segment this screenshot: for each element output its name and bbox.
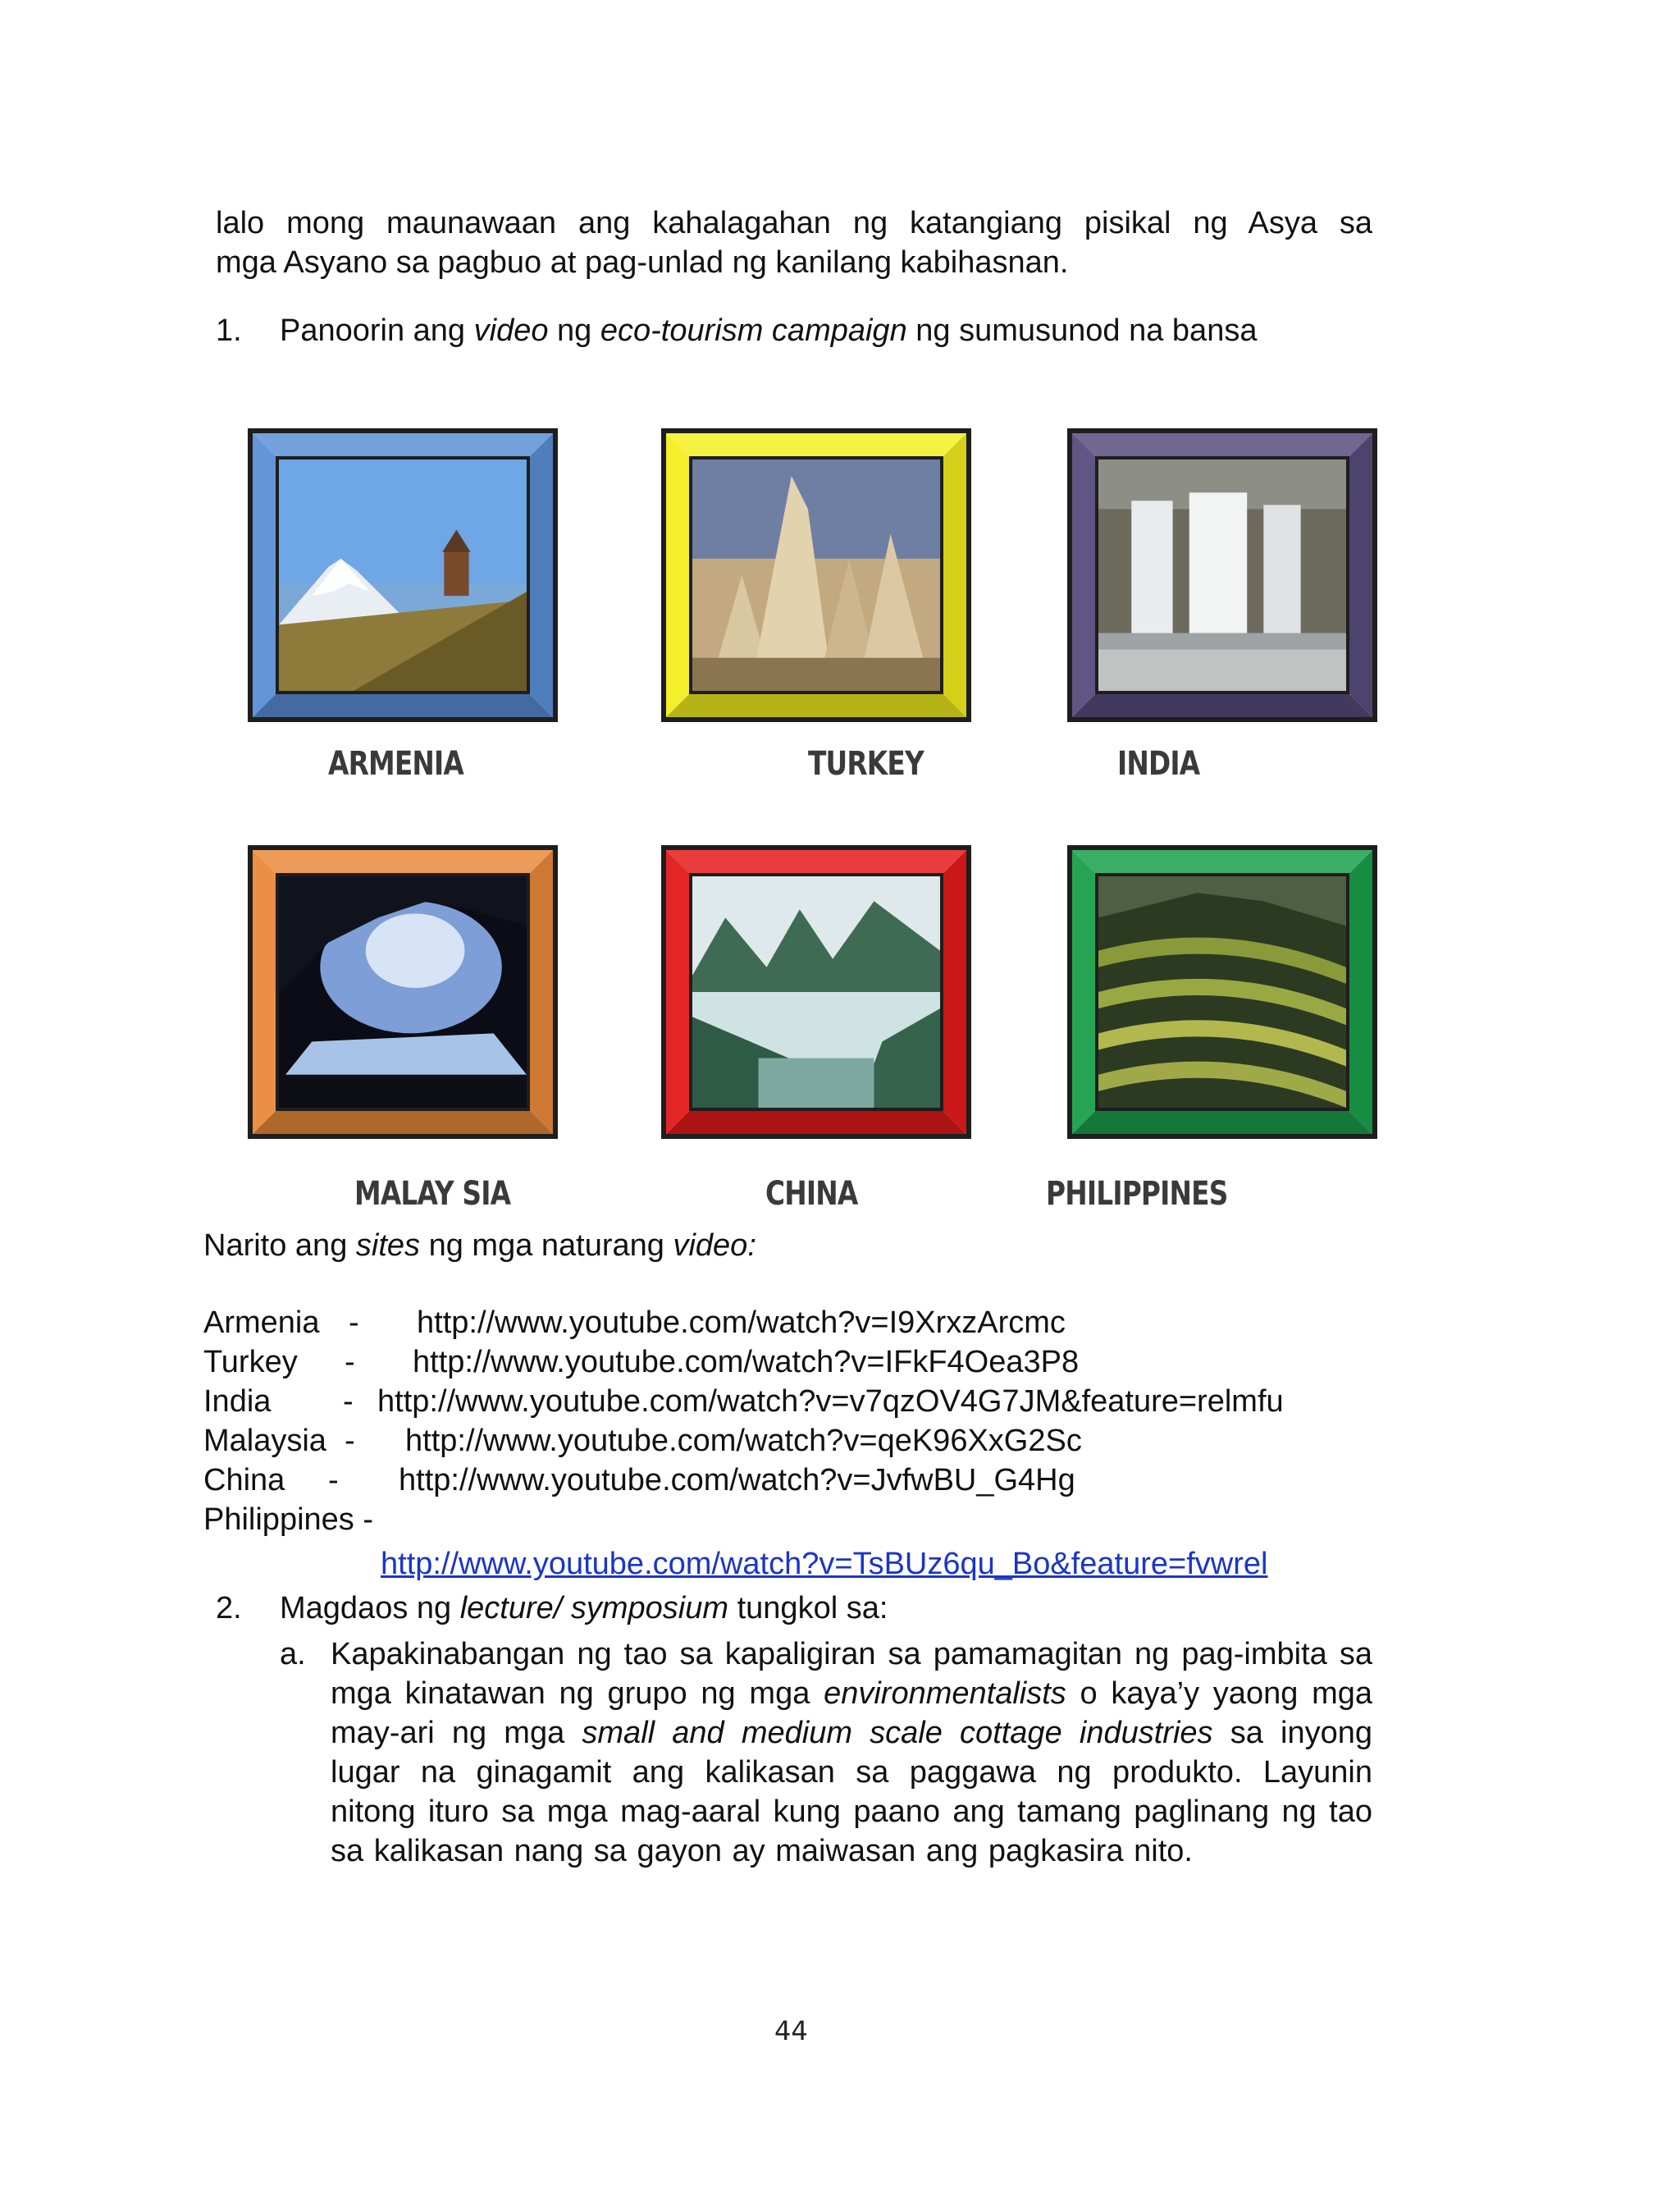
picture-frame-philippines bbox=[1067, 845, 1377, 1139]
item-1-number: 1. bbox=[216, 313, 242, 348]
landscape-photo-india bbox=[1095, 456, 1349, 694]
caption-philippines: PHILIPPINES bbox=[1046, 1175, 1228, 1213]
site-country: Turkey bbox=[203, 1345, 298, 1379]
item-2-text-a: Magdaos ng bbox=[280, 1591, 460, 1625]
item-2a-paragraph bbox=[331, 1634, 1372, 1871]
caption-armenia: ARMENIA bbox=[328, 745, 463, 783]
site-row-philippines bbox=[203, 1500, 373, 1539]
landscape-image bbox=[1098, 459, 1346, 691]
item-2a-p1: Kapakinabangan ng tao sa kapaligiran sa pamamagitan ng pag-imbita sa mga kinatawan ng grupo ng mga bbox=[331, 1637, 1372, 1711]
site-url-malaysia[interactable]: http://www.youtube.com/watch?v=qeK96XxG2Sc bbox=[405, 1424, 1082, 1458]
item-1-text-b: video bbox=[473, 313, 549, 348]
item-2a-p4: small and medium scale cottage industries bbox=[582, 1716, 1213, 1750]
item-1-text bbox=[280, 311, 1257, 350]
site-dash: - bbox=[345, 1345, 355, 1379]
landscape-photo-china bbox=[689, 873, 943, 1111]
item-2-text-c: tungkol sa: bbox=[728, 1591, 888, 1625]
item-2a-p2: environmentalists bbox=[824, 1676, 1066, 1711]
landscape-image bbox=[1098, 876, 1346, 1108]
picture-frame-india bbox=[1067, 428, 1377, 722]
site-dash: - bbox=[363, 1502, 374, 1537]
item-2-text bbox=[280, 1589, 888, 1628]
intro-line-1: lalo mong maunawaan ang kahalagahan ng katangiang pisikal ng Asya sa bbox=[216, 206, 1372, 240]
site-row-armenia bbox=[203, 1303, 320, 1342]
site-row-turkey bbox=[203, 1342, 298, 1382]
site-url-philippines[interactable]: http://www.youtube.com/watch?v=TsBUz6qu_Bo&feature=fvwrel bbox=[381, 1547, 1268, 1581]
item-2-text-b: lecture/ symposium bbox=[459, 1591, 729, 1625]
picture-frame-armenia bbox=[248, 428, 558, 722]
intro-line-2: mga Asyano sa pagbuo at pag-unlad ng kanilang kabihasnan. bbox=[216, 245, 1069, 280]
site-country: Philippines bbox=[203, 1502, 354, 1537]
item-2-number: 2. bbox=[216, 1591, 242, 1625]
sites-heading-c: ng mga naturang bbox=[420, 1228, 673, 1263]
item-1-text-c: ng bbox=[548, 313, 600, 348]
landscape-image bbox=[692, 876, 940, 1108]
item-2a-letter: a. bbox=[280, 1637, 306, 1671]
landscape-image bbox=[279, 459, 527, 691]
landscape-photo-turkey bbox=[689, 456, 943, 694]
landscape-photo-philippines bbox=[1095, 873, 1349, 1111]
site-country: China bbox=[203, 1463, 285, 1497]
sites-heading-b: sites bbox=[355, 1228, 421, 1263]
site-url-china[interactable]: http://www.youtube.com/watch?v=JvfwBU_G4Hg bbox=[399, 1463, 1075, 1497]
site-country: India bbox=[203, 1384, 272, 1419]
item-1-text-d: eco-tourism campaign bbox=[600, 313, 907, 348]
caption-turkey: TURKEY bbox=[808, 745, 924, 783]
site-row-china bbox=[203, 1461, 285, 1500]
site-country: Malaysia bbox=[203, 1424, 326, 1458]
sites-heading-d: video: bbox=[673, 1228, 756, 1263]
sites-heading bbox=[203, 1226, 756, 1265]
landscape-image bbox=[279, 876, 527, 1108]
site-url-turkey[interactable]: http://www.youtube.com/watch?v=IFkF4Oea3P8 bbox=[413, 1345, 1080, 1379]
site-dash: - bbox=[349, 1305, 359, 1340]
landscape-image bbox=[692, 459, 940, 691]
site-country: Armenia bbox=[203, 1305, 320, 1340]
site-row-india bbox=[203, 1382, 271, 1421]
caption-china: CHINA bbox=[765, 1175, 858, 1213]
caption-malaysia: MALAY SIA bbox=[354, 1175, 511, 1213]
site-row-malaysia bbox=[203, 1421, 326, 1461]
site-dash: - bbox=[343, 1384, 354, 1419]
item-2a-p3: o kaya’y yaong mga may-ari ng mga bbox=[331, 1676, 1372, 1750]
landscape-photo-malaysia bbox=[276, 873, 530, 1111]
item-2a-p5: sa inyong lugar na ginagamit ang kalikasan sa paggawa ng produkto. Layunin nitong ituro sa mga mag-aaral kung paano ang tamang paglinang ng tao sa kalikasan nang sa gayon ay maiwasan ang pagkasira nito. bbox=[331, 1716, 1372, 1868]
site-url-armenia[interactable]: http://www.youtube.com/watch?v=I9XrxzArcmc bbox=[417, 1305, 1066, 1340]
landscape-photo-armenia bbox=[276, 456, 530, 694]
site-url-india[interactable]: http://www.youtube.com/watch?v=v7qzOV4G7JM&feature=relmfu bbox=[377, 1384, 1284, 1419]
page-number: 44 bbox=[774, 2015, 808, 2046]
caption-india: INDIA bbox=[1117, 745, 1200, 783]
picture-frame-turkey bbox=[661, 428, 971, 722]
sites-heading-a: Narito ang bbox=[203, 1228, 356, 1263]
item-1-text-a: Panoorin ang bbox=[280, 313, 474, 348]
picture-frame-china bbox=[661, 845, 971, 1139]
picture-frame-malaysia bbox=[248, 845, 558, 1139]
site-dash: - bbox=[345, 1424, 355, 1458]
item-1-text-e: ng sumusunod na bansa bbox=[906, 313, 1258, 348]
site-dash: - bbox=[328, 1463, 339, 1497]
